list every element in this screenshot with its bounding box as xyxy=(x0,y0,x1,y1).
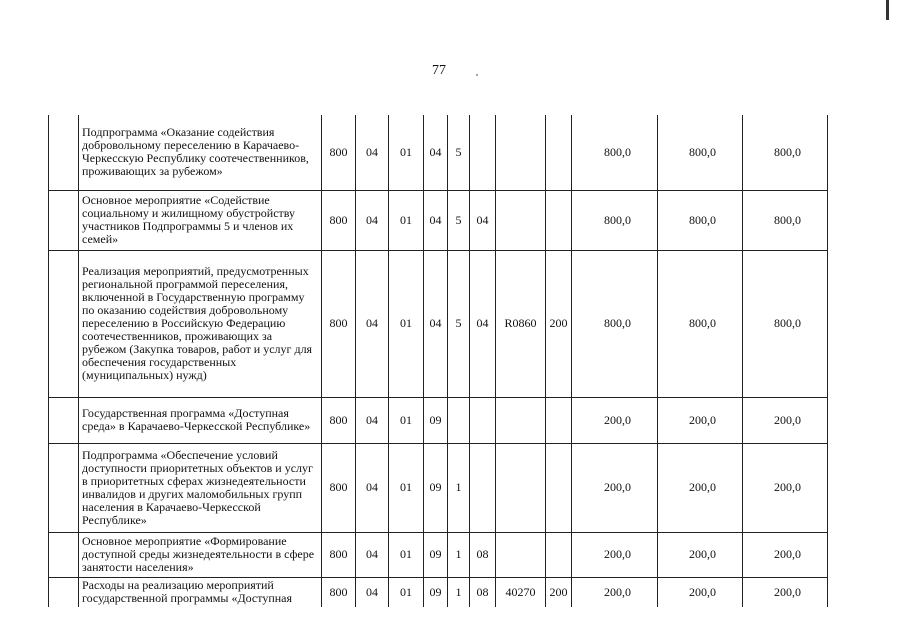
amount-cell: 200,0 xyxy=(658,397,743,443)
row-number-cell xyxy=(49,532,79,577)
amount-cell: 800,0 xyxy=(658,250,743,397)
expense-type-cell: 200 xyxy=(546,250,572,397)
podrazdel-cell: 01 xyxy=(389,577,424,607)
table-row xyxy=(49,115,828,190)
amount-cell: 200,0 xyxy=(572,397,658,443)
item-name-cell: Государственная программа «Доступная среда» в Карачаево-Черкесской Республике» xyxy=(79,397,322,443)
amount-cell: 200,0 xyxy=(658,577,743,607)
podrazdel-cell: 01 xyxy=(389,443,424,532)
code-cell: 800 xyxy=(322,443,356,532)
row-number-cell xyxy=(49,397,79,443)
code-cell: 800 xyxy=(322,190,356,250)
event-cell xyxy=(470,115,496,190)
table-row xyxy=(49,532,828,577)
razdel-cell: 04 xyxy=(356,443,389,532)
program-cell: 09 xyxy=(424,443,448,532)
subprogram-cell: 1 xyxy=(448,443,470,532)
item-name-cell: Основное мероприятие «Содействие социальному и жилищному обустройству участников Подпрограммы 5 и членов их семей» xyxy=(79,190,322,250)
direction-cell xyxy=(496,190,546,250)
item-name-cell: Подпрограмма «Оказание содействия добровольному переселению в Карачаево-Черкесскую Республику соотечественников, проживающих за рубежом» xyxy=(79,115,322,190)
razdel-cell: 04 xyxy=(356,115,389,190)
expense-type-cell: 200 xyxy=(546,577,572,607)
code-cell: 800 xyxy=(322,397,356,443)
expense-type-cell xyxy=(546,443,572,532)
subprogram-cell: 1 xyxy=(448,532,470,577)
table-row xyxy=(49,190,828,250)
razdel-cell: 04 xyxy=(356,397,389,443)
amount-cell: 800,0 xyxy=(572,190,658,250)
scan-speck xyxy=(476,74,478,76)
amount-cell: 800,0 xyxy=(743,190,828,250)
table-row xyxy=(49,577,828,607)
podrazdel-cell: 01 xyxy=(389,397,424,443)
item-name-cell: Расходы на реализацию мероприятий государственной программы «Доступная xyxy=(79,577,322,607)
event-cell xyxy=(470,443,496,532)
direction-cell: 40270 xyxy=(496,577,546,607)
razdel-cell: 04 xyxy=(356,532,389,577)
amount-cell: 200,0 xyxy=(743,532,828,577)
program-cell: 04 xyxy=(424,190,448,250)
amount-cell: 200,0 xyxy=(572,532,658,577)
program-cell: 09 xyxy=(424,577,448,607)
event-cell xyxy=(470,397,496,443)
direction-cell xyxy=(496,532,546,577)
amount-cell: 800,0 xyxy=(743,115,828,190)
amount-cell: 200,0 xyxy=(743,443,828,532)
amount-cell: 800,0 xyxy=(572,115,658,190)
amount-cell: 200,0 xyxy=(572,443,658,532)
amount-cell: 200,0 xyxy=(743,397,828,443)
subprogram-cell: 5 xyxy=(448,115,470,190)
direction-cell xyxy=(496,397,546,443)
item-name-cell: Реализация мероприятий, предусмотренных региональной программой переселения, включенной в Государственную программу по оказанию содействия добровольному переселению в Российскую Федерацию соотечественников, проживающих за рубежом (Закупка товаров, работ и услуг для обеспечения государственных (муниципальных) нужд) xyxy=(79,250,322,397)
amount-cell: 200,0 xyxy=(743,577,828,607)
razdel-cell: 04 xyxy=(356,190,389,250)
amount-cell: 200,0 xyxy=(658,443,743,532)
amount-cell: 800,0 xyxy=(743,250,828,397)
podrazdel-cell: 01 xyxy=(389,115,424,190)
program-cell: 04 xyxy=(424,115,448,190)
program-cell: 09 xyxy=(424,397,448,443)
row-number-cell xyxy=(49,115,79,190)
table-row xyxy=(49,443,828,532)
expense-type-cell xyxy=(546,190,572,250)
program-cell: 09 xyxy=(424,532,448,577)
amount-cell: 800,0 xyxy=(572,250,658,397)
direction-cell xyxy=(496,443,546,532)
subprogram-cell xyxy=(448,397,470,443)
podrazdel-cell: 01 xyxy=(389,190,424,250)
razdel-cell: 04 xyxy=(356,250,389,397)
item-name-cell: Основное мероприятие «Формирование доступной среды жизнедеятельности в сфере занятости населения» xyxy=(79,532,322,577)
subprogram-cell: 5 xyxy=(448,190,470,250)
table-row xyxy=(49,397,828,443)
row-number-cell xyxy=(49,250,79,397)
event-cell: 08 xyxy=(470,577,496,607)
amount-cell: 800,0 xyxy=(658,190,743,250)
code-cell: 800 xyxy=(322,532,356,577)
subprogram-cell: 1 xyxy=(448,577,470,607)
row-number-cell xyxy=(49,443,79,532)
direction-cell xyxy=(496,115,546,190)
amount-cell: 800,0 xyxy=(658,115,743,190)
amount-cell: 200,0 xyxy=(572,577,658,607)
subprogram-cell: 5 xyxy=(448,250,470,397)
direction-cell: R0860 xyxy=(496,250,546,397)
code-cell: 800 xyxy=(322,577,356,607)
expense-type-cell xyxy=(546,397,572,443)
item-name-cell: Подпрограмма «Обеспечение условий доступности приоритетных объектов и услуг в приоритетных сферах жизнедеятельности инвалидов и других маломобильных групп населения в Карачаево-Черкесской Республике» xyxy=(79,443,322,532)
page-number: 77 xyxy=(432,63,446,78)
amount-cell: 200,0 xyxy=(658,532,743,577)
code-cell: 800 xyxy=(322,115,356,190)
event-cell: 04 xyxy=(470,250,496,397)
podrazdel-cell: 01 xyxy=(389,532,424,577)
scan-corner-mark xyxy=(886,0,889,20)
expense-type-cell xyxy=(546,115,572,190)
budget-table xyxy=(48,115,828,607)
table-row xyxy=(49,250,828,397)
event-cell: 08 xyxy=(470,532,496,577)
row-number-cell xyxy=(49,577,79,607)
podrazdel-cell: 01 xyxy=(389,250,424,397)
program-cell: 04 xyxy=(424,250,448,397)
event-cell: 04 xyxy=(470,190,496,250)
expense-type-cell xyxy=(546,532,572,577)
row-number-cell xyxy=(49,190,79,250)
code-cell: 800 xyxy=(322,250,356,397)
razdel-cell: 04 xyxy=(356,577,389,607)
